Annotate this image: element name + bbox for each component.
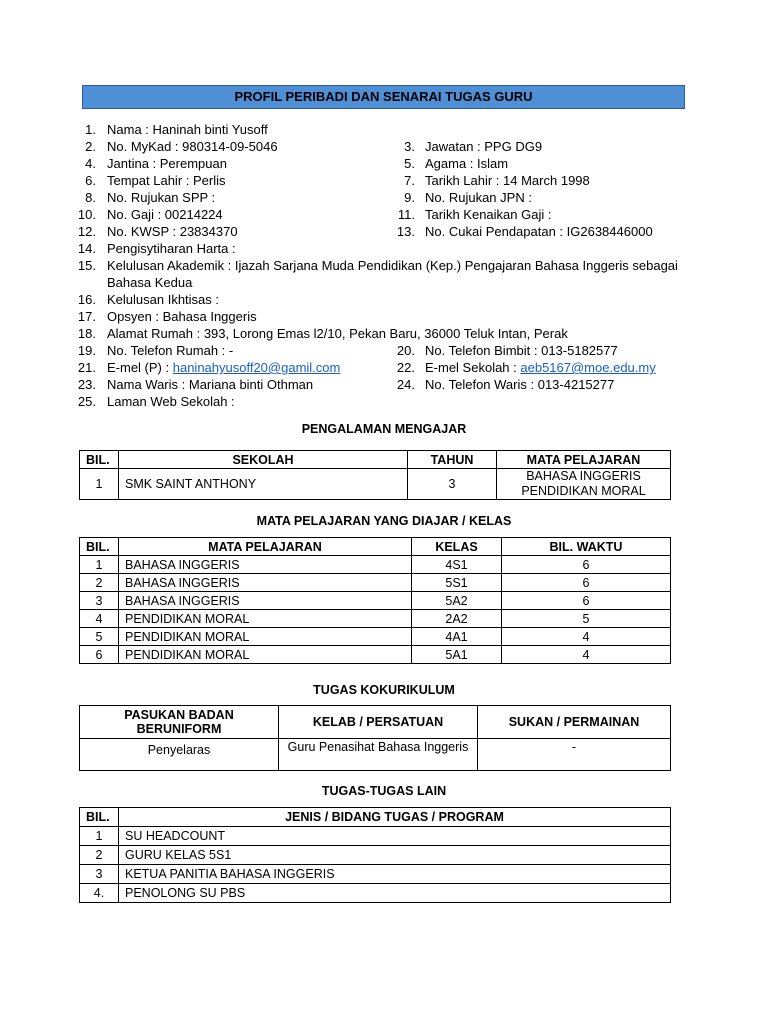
col-header-sekolah: SEKOLAH [119,451,408,469]
item-number: 17. [77,309,96,324]
section-title-kokurikulum: TUGAS KOKURIKULUM [313,683,455,697]
col-header-kelab: KELAB / PERSATUAN [279,706,478,739]
col-header-bil: BIL. [80,538,119,556]
cell-kelas: 5A2 [412,592,502,610]
emel-peribadi-label: E-mel (P) : [107,360,173,375]
table-row [80,574,671,592]
item-number: 7. [404,173,415,188]
cell-kelab: Guru Penasihat Bahasa Inggeris [279,739,478,771]
item-number: 9. [404,190,415,205]
item-number: 4. [85,156,96,171]
item-number: 25. [77,394,96,409]
cell-kelas: 5S1 [412,574,502,592]
cell-sekolah: SMK SAINT ANTHONY [119,469,408,500]
cell-mata-pelajaran: PENDIDIKAN MORAL [119,628,412,646]
table-row [80,592,671,610]
field-tel-waris: No. Telefon Waris : 013-4215277 [425,377,615,392]
item-number: 16. [77,292,96,307]
emel-sekolah-link[interactable]: aeb5167@moe.edu.my [520,360,656,375]
field-laman-web: Laman Web Sekolah : [107,394,235,409]
table-kokurikulum [79,705,671,771]
col-header-bil: BIL. [80,808,119,827]
field-rujukan-jpn: No. Rujukan JPN : [425,190,532,205]
cell-bil: 5 [80,628,119,646]
table-row [80,865,671,884]
item-number: 1. [85,122,96,137]
cell-bil: 4 [80,610,119,628]
cell-bil-waktu: 6 [502,556,671,574]
cell-mata-pelajaran: BAHASA INGGERIS [119,592,412,610]
cell-tugas: KETUA PANITIA BAHASA INGGERIS [119,865,671,884]
table-row [80,884,671,903]
cell-mata-pelajaran: BAHASA INGGERIS [119,556,412,574]
table-header-row [80,538,671,556]
field-tarikh-lahir: Tarikh Lahir : 14 March 1998 [425,173,590,188]
section-title-pengalaman: PENGALAMAN MENGAJAR [301,422,467,436]
field-emel-sekolah [425,359,656,376]
col-header-tahun: TAHUN [408,451,497,469]
cell-tugas: SU HEADCOUNT [119,827,671,846]
field-mykad: No. MyKad : 980314-09-5046 [107,139,278,154]
item-number: 24. [396,377,415,392]
item-number: 8. [85,190,96,205]
field-harta: Pengisytiharan Harta : [107,241,236,256]
cell-bil: 3 [80,592,119,610]
cell-bil: 1 [80,556,119,574]
item-number: 20. [396,343,415,358]
table-row [80,610,671,628]
field-tel-rumah: No. Telefon Rumah : - [107,343,234,358]
field-akademik: Kelulusan Akademik : Ijazah Sarjana Muda Pendidikan (Kep.) Pengajaran Bahasa Inggeris sebagai [107,258,678,273]
table-row [80,827,671,846]
cell-pasukan: Penyelaras [80,739,279,771]
cell-mp-line: PENDIDIKAN MORAL [521,484,646,498]
cell-bil: 2 [80,846,119,865]
col-header-pasukan-line: BERUNIFORM [136,722,222,736]
field-jawatan: Jawatan : PPG DG9 [425,139,543,154]
item-number: 14. [77,241,96,256]
field-ikhtisas: Kelulusan Ikhtisas : [107,292,220,307]
cell-tahun: 3 [408,469,497,500]
item-number: 12. [77,224,96,239]
cell-bil: 4. [80,884,119,903]
cell-kelas: 4A1 [412,628,502,646]
item-number: 6. [85,173,96,188]
item-number: 10. [77,207,96,222]
item-number: 21. [77,360,96,375]
cell-tugas: PENOLONG SU PBS [119,884,671,903]
cell-mata-pelajaran: PENDIDIKAN MORAL [119,646,412,664]
cell-mp-line: BAHASA INGGERIS [526,469,641,483]
emel-sekolah-label: E-mel Sekolah : [425,360,521,375]
table-diajar [79,537,671,664]
field-jantina: Jantina : Perempuan [107,156,227,171]
cell-kelas: 4S1 [412,556,502,574]
table-header-row [80,451,671,469]
field-cukai: No. Cukai Pendapatan : IG2638446000 [425,224,653,239]
col-header-bil: BIL. [80,451,119,469]
item-number: 13. [396,224,415,239]
item-number: 22. [396,360,415,375]
item-number: 11. [397,207,415,222]
col-header-mata-pelajaran: MATA PELAJARAN [119,538,412,556]
cell-bil-waktu: 4 [502,646,671,664]
table-row [80,646,671,664]
field-akademik-cont: Bahasa Kedua [107,275,193,290]
cell-kelas: 2A2 [412,610,502,628]
page-title: PROFIL PERIBADI DAN SENARAI TUGAS GURU [82,85,685,109]
table-header-row [80,808,671,827]
table-row [80,739,671,771]
cell-bil: 1 [80,827,119,846]
table-row [80,469,671,500]
cell-sukan: - [478,739,671,771]
item-number: 2. [85,139,96,154]
cell-kelas: 5A1 [412,646,502,664]
field-agama: Agama : Islam [425,156,509,171]
cell-bil-waktu: 6 [502,592,671,610]
field-nama: Nama : Haninah binti Yusoff [107,122,268,137]
field-rujukan-spp: No. Rujukan SPP : [107,190,216,205]
table-header-row [80,706,671,739]
field-kenaikan-gaji: Tarikh Kenaikan Gaji : [425,207,552,222]
field-opsyen: Opsyen : Bahasa Inggeris [107,309,257,324]
col-header-sukan: SUKAN / PERMAINAN [478,706,671,739]
field-gaji: No. Gaji : 00214224 [107,207,223,222]
field-tel-bimbit: No. Telefon Bimbit : 013-5182577 [425,343,618,358]
emel-peribadi-link[interactable]: haninahyusoff20@gamil.com [172,360,341,375]
col-header-kelas: KELAS [412,538,502,556]
item-number: 18. [77,326,96,341]
item-number: 15. [77,258,96,273]
cell-bil: 1 [80,469,119,500]
table-row [80,556,671,574]
cell-bil: 6 [80,646,119,664]
item-number: 19. [77,343,96,358]
cell-mata-pelajaran [497,469,671,500]
cell-mata-pelajaran: BAHASA INGGERIS [119,574,412,592]
field-kwsp: No. KWSP : 23834370 [107,224,238,239]
item-number: 3. [404,139,415,154]
section-title-tugas-lain: TUGAS-TUGAS LAIN [321,784,447,798]
col-header-bil-waktu: BIL. WAKTU [502,538,671,556]
field-tempat-lahir: Tempat Lahir : Perlis [107,173,226,188]
col-header-tugas: JENIS / BIDANG TUGAS / PROGRAM [119,808,671,827]
col-header-mata-pelajaran: MATA PELAJARAN [497,451,671,469]
cell-bil-waktu: 5 [502,610,671,628]
cell-bil: 2 [80,574,119,592]
item-number: 23. [77,377,96,392]
table-tugas-lain [79,807,671,903]
table-pengalaman [79,450,671,500]
cell-bil-waktu: 4 [502,628,671,646]
cell-tugas: GURU KELAS 5S1 [119,846,671,865]
field-waris: Nama Waris : Mariana binti Othman [107,377,314,392]
col-header-pasukan [80,706,279,739]
cell-bil: 3 [80,865,119,884]
cell-bil-waktu: 6 [502,574,671,592]
cell-mata-pelajaran: PENDIDIKAN MORAL [119,610,412,628]
section-title-diajar: MATA PELAJARAN YANG DIAJAR / KELAS [256,514,512,528]
field-emel-peribadi [107,359,340,376]
field-alamat: Alamat Rumah : 393, Lorong Emas l2/10, Pekan Baru, 36000 Teluk Intan, Perak [107,326,568,341]
table-row [80,628,671,646]
item-number: 5. [404,156,415,171]
col-header-pasukan-line: PASUKAN BADAN [124,708,234,722]
table-row [80,846,671,865]
